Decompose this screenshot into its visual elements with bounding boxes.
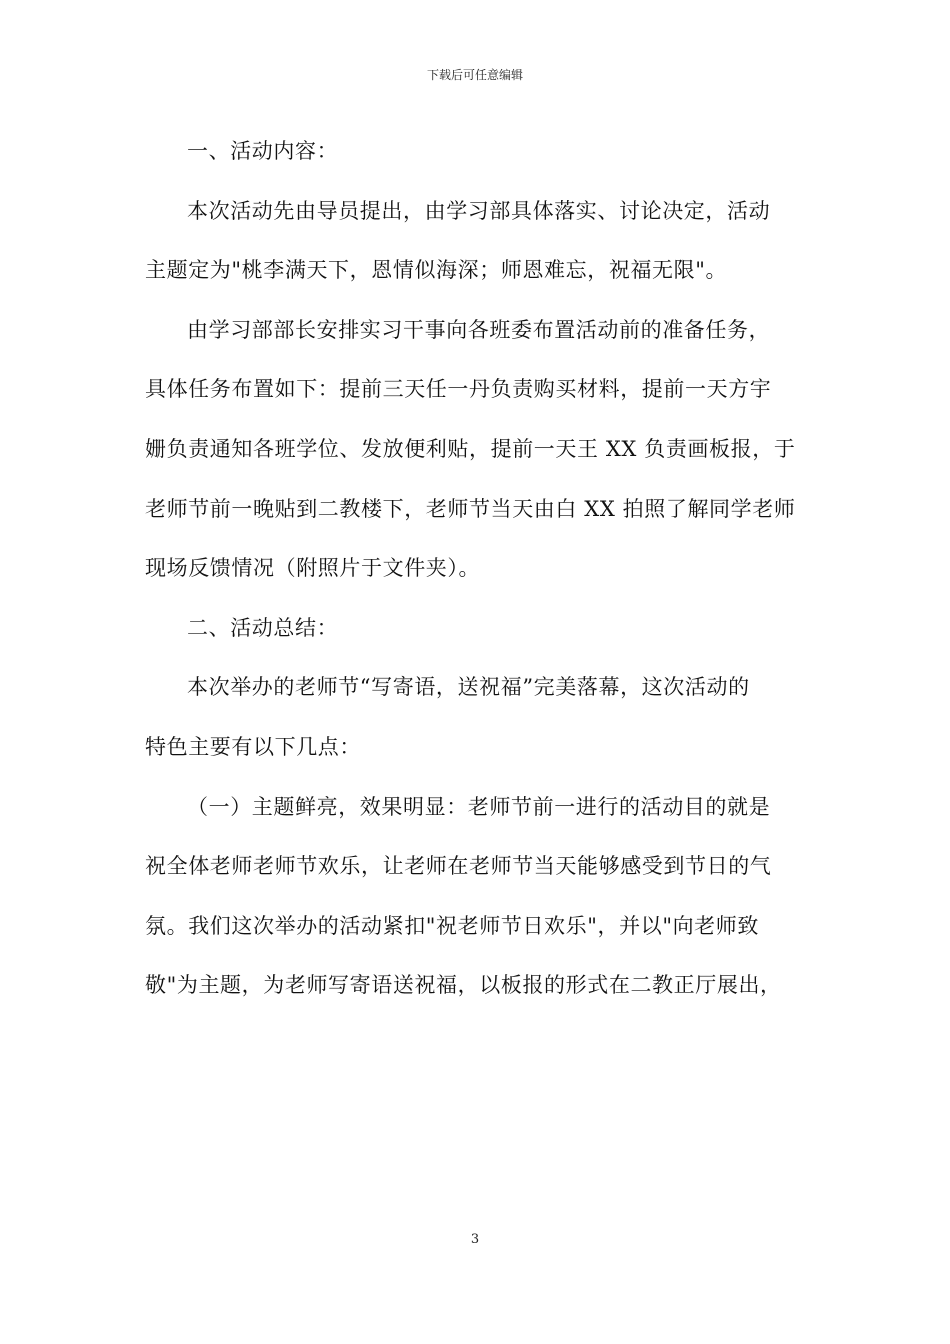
paragraph-line: 特色主要有以下几点：: [145, 734, 361, 759]
paragraph-line: 具体任务布置如下：提前三天任一丹负责购买材料，提前一天方宇: [145, 377, 772, 402]
paragraph-line: 现场反馈情况（附照片于文件夹）。: [145, 556, 481, 581]
paragraph-line: 祝全体老师老师节欢乐，让老师在老师节当天能够感受到节日的气: [145, 854, 772, 879]
paragraph-line: 姗负责通知各班学位、发放便利贴，提前一天王 XX 负责画板报，于: [145, 436, 796, 461]
paragraph-line: 老师节前一晚贴到二教楼下，老师节当天由白 XX 拍照了解同学老师: [145, 496, 796, 521]
section-heading-summary: 二、活动总结：: [187, 615, 339, 640]
paragraph-line: 由学习部部长安排实习干事向各班委布置活动前的准备任务，: [187, 317, 771, 342]
paragraph-line: （一）主题鲜亮，效果明显：老师节前一进行的活动目的就是: [187, 794, 771, 819]
section-heading-content: 一、活动内容：: [187, 139, 339, 163]
paragraph-line: 本次举办的老师节“写寄语，送祝福”完美落幕，这次活动的: [187, 675, 750, 700]
paragraph-line: 氛。我们这次举办的活动紧扣"祝老师节日欢乐"，并以"向老师致: [145, 913, 759, 938]
paragraph-line: 敬"为主题，为老师写寄语送祝福，以板报的形式在二教正厅展出，: [145, 973, 782, 998]
page-number: 3: [470, 1232, 480, 1247]
page-header: 下载后可任意编辑: [426, 68, 523, 82]
paragraph-line: 主题定为"桃李满天下，恩情似海深；师恩难忘，祝福无限"。: [145, 258, 728, 283]
document-body: [145, 133, 805, 1027]
paragraph-line: 本次活动先由导员提出，由学习部具体落实、讨论决定，活动: [187, 198, 771, 223]
